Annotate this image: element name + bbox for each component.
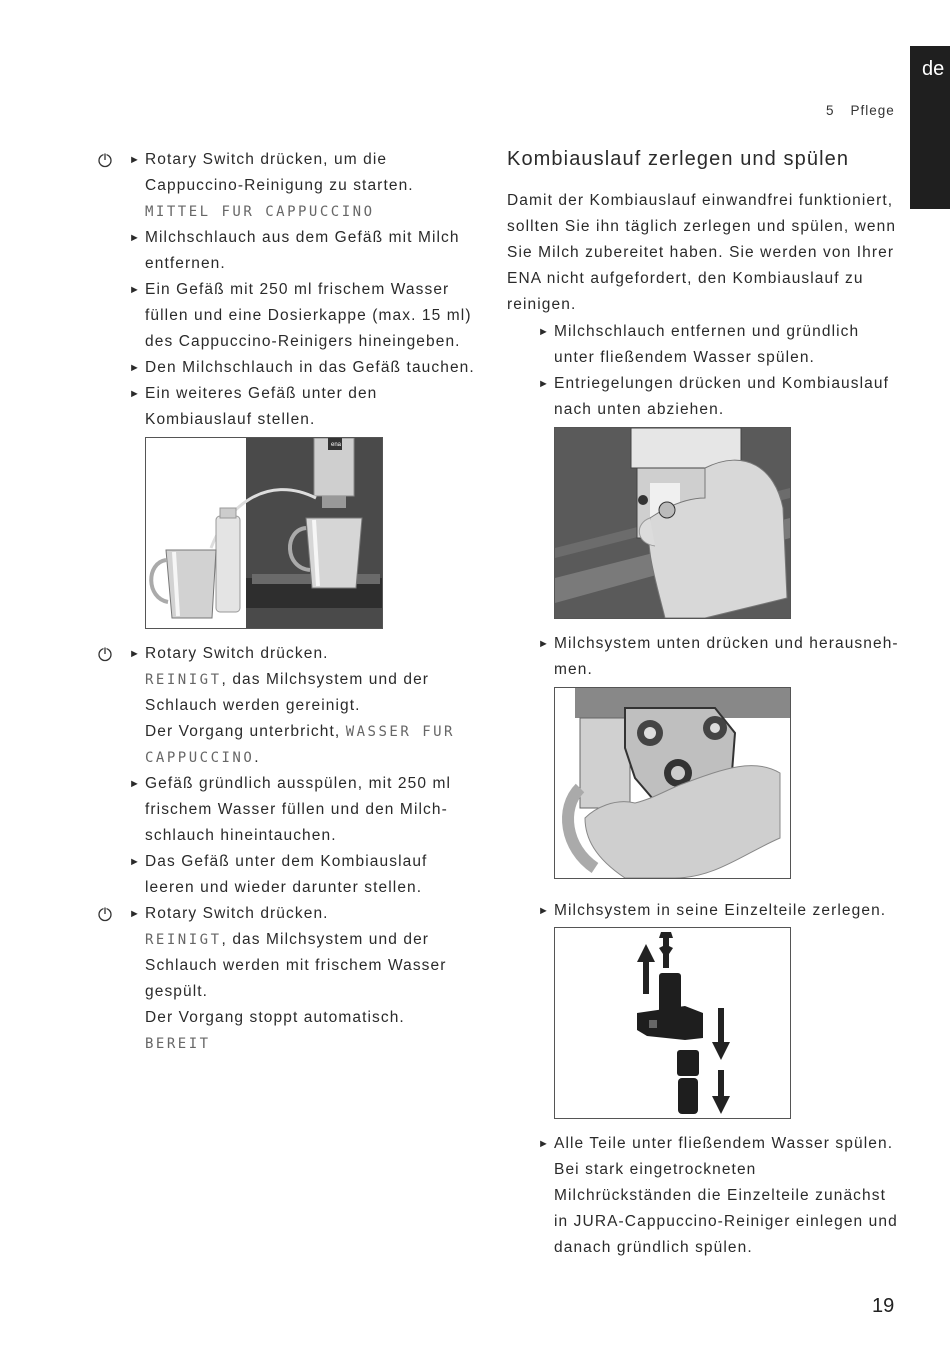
triangle-bullet-icon: ► — [129, 908, 141, 920]
brand-logo: ena — [331, 442, 342, 448]
step-text: , das Milchsystem und der Schlauch werden gereinigt. — [145, 671, 430, 714]
right-step-3 — [538, 631, 899, 683]
triangle-bullet-icon: ► — [129, 648, 141, 660]
triangle-bullet-icon: ► — [129, 778, 141, 790]
outlet-removal-illustration — [555, 428, 790, 618]
step-text: Den Milchschlauch in das Gefäß tauchen. — [145, 359, 475, 376]
section-header — [826, 103, 895, 118]
display-message: REINIGT — [145, 672, 222, 688]
figure-remove-milk-system — [554, 687, 791, 879]
arrow-down-icon — [712, 1008, 730, 1060]
step-text: Rotary Switch drücken. — [145, 645, 329, 662]
step-text: Der Vorgang unterbricht, — [145, 723, 346, 740]
triangle-bullet-icon: ► — [538, 638, 550, 650]
milk-system-illustration — [555, 688, 790, 878]
arrow-down-icon — [712, 1070, 730, 1114]
step-text: Alle Teile unter fließendem Wasser spülen. Bei stark eingetrockneten Milchrückständen die Einzelteile zunächst in JURA-Cappuccino-Reiniger einlegen und danach gründlich spülen. — [554, 1135, 898, 1256]
step-text: Der Vorgang stoppt automatisch. — [145, 1009, 405, 1026]
triangle-bullet-icon: ► — [129, 388, 141, 400]
triangle-bullet-icon: ► — [129, 856, 141, 868]
page-number: 19 — [872, 1295, 895, 1317]
step-text: Rotary Switch drücken. — [145, 905, 329, 922]
power-button-icon — [97, 152, 113, 168]
right-step-1 — [538, 319, 899, 371]
left-step-3 — [129, 277, 480, 355]
step-text: Rotary Switch drücken, um die Cappuccino-Reinigung zu starten. — [145, 151, 414, 194]
triangle-bullet-icon: ► — [538, 378, 550, 390]
triangle-bullet-icon: ► — [129, 284, 141, 296]
display-message: REINIGT — [145, 932, 222, 948]
left-step-6 — [129, 641, 480, 771]
figure-disassemble-parts — [554, 927, 791, 1119]
display-message: WASSER FUR CAPPUCCINO — [145, 724, 455, 766]
triangle-bullet-icon: ► — [129, 232, 141, 244]
right-step-4 — [538, 898, 899, 924]
left-step-2 — [129, 225, 480, 277]
display-message: MITTEL FUR CAPPUCCINO — [145, 204, 375, 220]
triangle-bullet-icon: ► — [129, 362, 141, 374]
left-step-7 — [129, 771, 480, 849]
left-step-4 — [129, 355, 480, 381]
right-step-5 — [538, 1131, 899, 1261]
step-text: Entriegelungen drücken und Kombiauslauf nach unten abziehen. — [554, 375, 890, 418]
left-step-8 — [129, 849, 480, 901]
left-step-1 — [129, 147, 480, 225]
step-text: , das Milchsystem und der Schlauch werden mit frischem Wasser gespült. — [145, 931, 447, 1000]
step-text: Milchsystem in seine Einzelteile zerlegen. — [554, 902, 887, 919]
step-text: Milchschlauch entfernen und gründlich unter fließendem Wasser spülen. — [554, 323, 860, 366]
step-text: Das Gefäß unter dem Kombiauslauf leeren und wieder darunter stellen. — [145, 853, 428, 896]
parts-illustration — [555, 928, 790, 1118]
step-text: Milchsystem unten drücken und herausneh-men. — [554, 635, 899, 678]
language-tab — [910, 46, 950, 209]
right-step-2 — [538, 371, 899, 423]
language-label: de — [922, 58, 945, 80]
intro-paragraph: Damit der Kombiauslauf einwandfrei funktioniert, sollten Sie ihn täglich zerlegen und spülen, wenn Sie Milch zubereitet haben. Sie werden von Ihrer ENA nicht aufgefordert, den Kombiauslauf zu reinigen. — [507, 192, 897, 313]
step-text: Gefäß gründlich ausspülen, mit 250 ml frischem Wasser füllen und den Milch-schlauch hineintauchen. — [145, 775, 452, 844]
triangle-bullet-icon: ► — [129, 154, 141, 166]
machine-illustration — [146, 438, 382, 628]
figure-remove-outlet — [554, 427, 791, 619]
step-text: Ein weiteres Gefäß unter den Kombiauslauf stellen. — [145, 385, 378, 428]
left-step-5 — [129, 381, 480, 433]
power-button-icon — [97, 646, 113, 662]
figure-machine-cleaning — [145, 437, 383, 629]
step-text: Milchschlauch aus dem Gefäß mit Milch entfernen. — [145, 229, 460, 272]
arrow-up-icon — [637, 944, 655, 994]
triangle-bullet-icon: ► — [538, 905, 550, 917]
triangle-bullet-icon: ► — [538, 326, 550, 338]
step-text: Ein Gefäß mit 250 ml frischem Wasser füllen und eine Dosierkappe (max. 15 ml) des Cappuccino-Reinigers hineingeben. — [145, 281, 472, 350]
left-step-9 — [129, 901, 480, 1057]
step-text: . — [254, 749, 260, 766]
section-heading: Kombiauslauf zerlegen und spülen — [507, 148, 850, 170]
display-message: BEREIT — [145, 1036, 211, 1052]
power-button-icon — [97, 906, 113, 922]
section-title: Pflege — [850, 103, 895, 118]
section-number: 5 — [826, 103, 835, 118]
triangle-bullet-icon: ► — [538, 1138, 550, 1150]
